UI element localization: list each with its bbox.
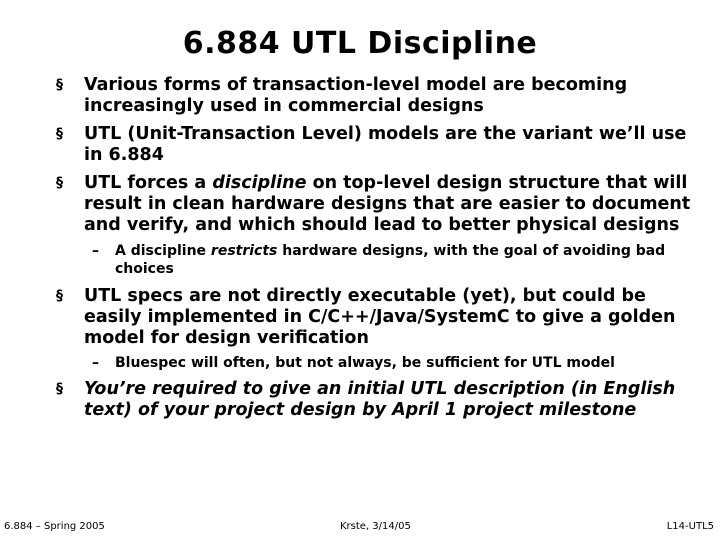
sub-bullet-text: Bluespec will often, but not always, be sufficient for UTL model bbox=[115, 355, 615, 371]
sub-bullet-text-post: hardware designs, with the goal of avoiding bad choices bbox=[115, 243, 666, 277]
bullet-marker: § bbox=[56, 77, 63, 93]
sub-bullet-marker: – bbox=[92, 243, 99, 259]
sub-bullet-text-pre: A discipline bbox=[115, 243, 211, 259]
footer-author-date: Krste, 3/14/05 bbox=[340, 521, 411, 532]
bullet-5 bbox=[56, 379, 706, 421]
sub-bullet-text bbox=[115, 242, 702, 278]
bullet-2 bbox=[56, 124, 706, 166]
bullet-text: UTL (Unit-Transaction Level) models are the variant we’ll use in 6.884 bbox=[84, 124, 687, 165]
sub-bullet-1 bbox=[92, 242, 702, 278]
sub-bullet-marker: – bbox=[92, 355, 99, 371]
bullet-text-italic: You’re required to give an initial UTL description (in English text) of your project design by April 1 project milestone bbox=[84, 379, 676, 420]
bullet-marker: § bbox=[56, 126, 63, 142]
bullet-text-emphasis: discipline bbox=[212, 173, 307, 193]
bullet-text bbox=[84, 379, 706, 421]
bullet-text: UTL specs are not directly executable (yet), but could be easily implemented in C/C++/Java/SystemC to give a golden model for design verification bbox=[84, 286, 676, 348]
sub-bullet-2 bbox=[92, 354, 702, 372]
bullet-4 bbox=[56, 286, 706, 349]
bullet-3 bbox=[56, 173, 706, 236]
bullet-text bbox=[84, 173, 706, 236]
bullet-text-post: on top-level design structure that will result in clean hardware designs that are easier to document and verify, and which should lead to better physical designs bbox=[84, 173, 691, 235]
footer-course: 6.884 – Spring 2005 bbox=[4, 521, 105, 532]
bullet-text-pre: UTL forces a bbox=[84, 173, 213, 193]
bullet-marker: § bbox=[56, 175, 63, 191]
sub-bullet-text-emphasis: restricts bbox=[210, 243, 278, 259]
footer-slide-id: L14-UTL5 bbox=[666, 521, 714, 532]
bullet-1 bbox=[56, 75, 706, 117]
slide-title: 6.884 UTL Discipline bbox=[182, 26, 538, 61]
bullet-marker: § bbox=[56, 381, 63, 397]
bullet-marker: § bbox=[56, 288, 63, 304]
bullet-text: Various forms of transaction-level model are becoming increasingly used in commercial designs bbox=[84, 75, 628, 116]
